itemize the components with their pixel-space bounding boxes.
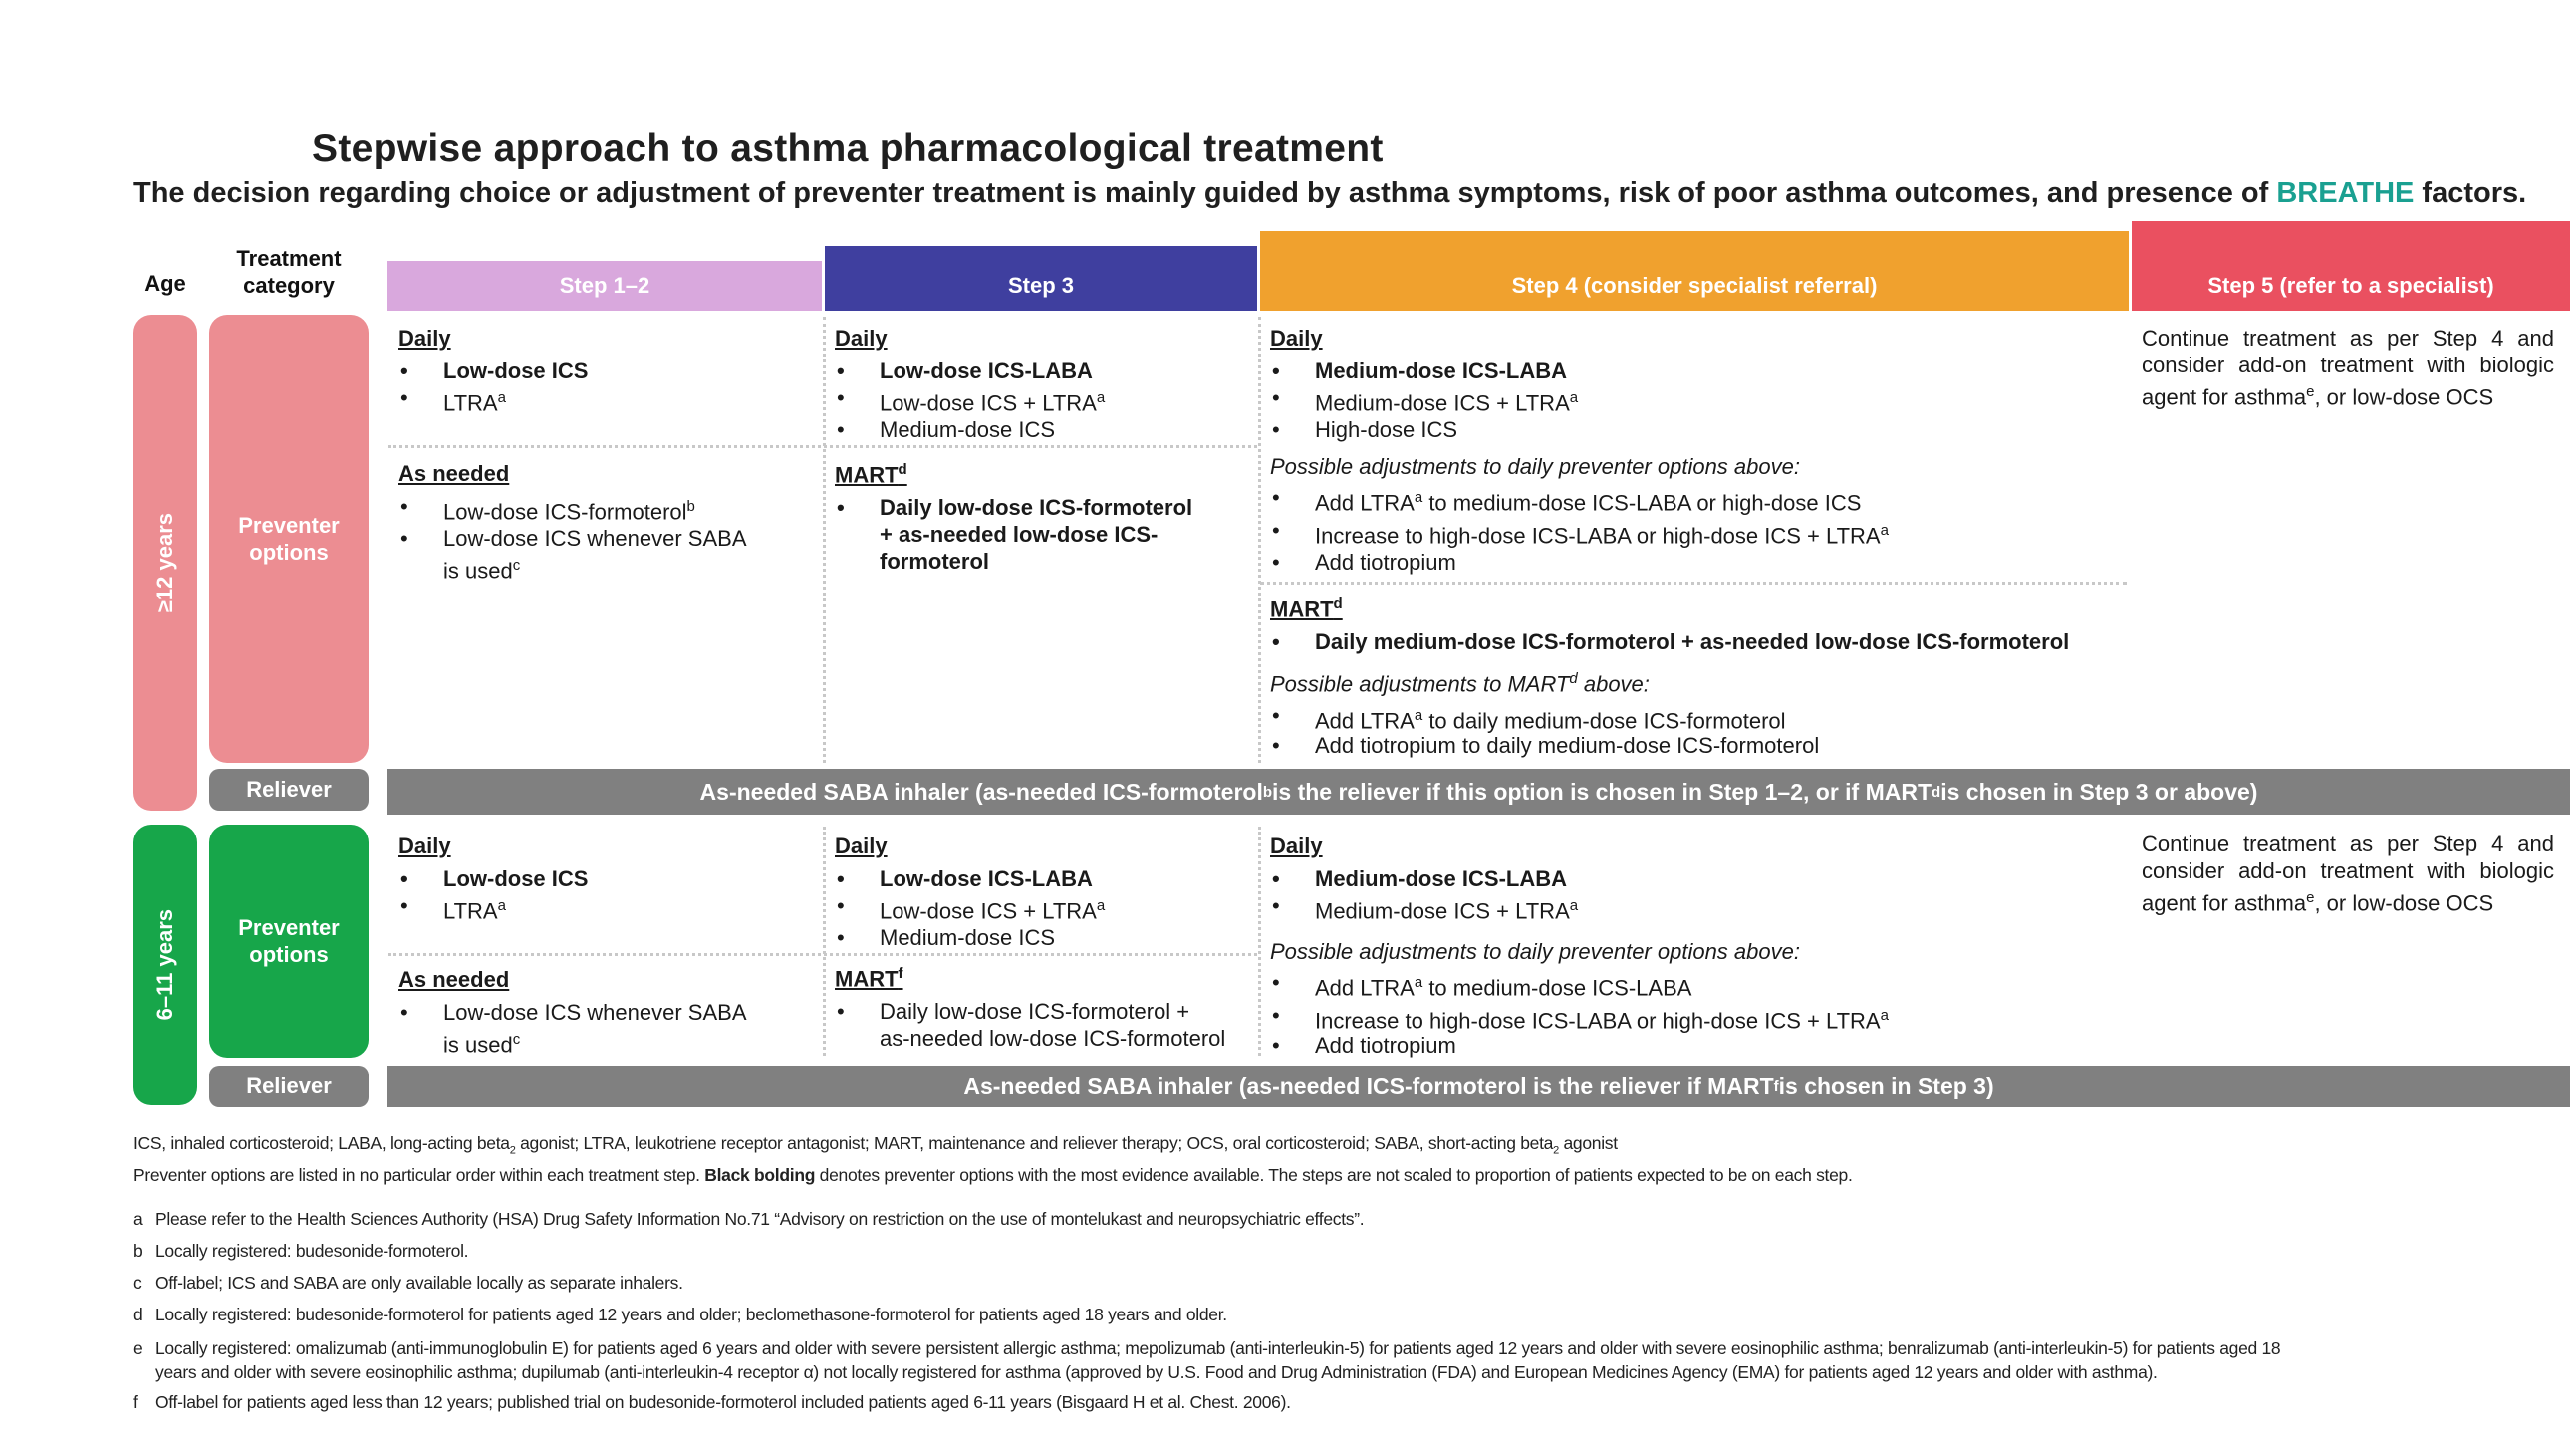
footnote-b: b Locally registered: budesonide-formoterol. (133, 1241, 469, 1261)
page-subtitle (133, 177, 2526, 210)
list-item: • Medium-dose ICS + $LTRA^a$ (1270, 892, 2127, 924)
breathe-highlight: BREATHE (2276, 177, 2415, 209)
page-title: Stepwise approach to asthma pharmacological treatment (312, 127, 1384, 170)
list-item: • LTRA$^a$ (398, 892, 817, 924)
divider (388, 953, 1257, 956)
daily-heading: Daily (835, 326, 888, 351)
footnote-a: a Please refer to the Health Sciences Authority (HSA) Drug Safety Information No.71 “Advisory on restriction on the use of montelukast and neuropsychiatric effects”. (133, 1209, 1365, 1229)
list-item: • Medium-dose ICS (835, 924, 1253, 951)
mart-heading: MART$^d$ (835, 461, 907, 488)
child-step3-daily (835, 833, 1253, 951)
preventer-label-line2: options (249, 942, 329, 967)
list-item: • Low-dose ICS-LABA (835, 358, 1253, 384)
list-item: • Daily medium-dose ICS-formoterol + as-needed low-dose ICS-formoterol (1270, 628, 2127, 655)
age-label-adult: ≥12 years (152, 512, 177, 613)
child-step5-text: Continue treatment as per Step 4 and consider add-on treatment with biologic agent for asthma$^e$, or low-dose OCS (2142, 832, 2554, 916)
adjustments-heading: Possible adjustments to daily preventer options above: (1270, 939, 1800, 965)
list-item: • Low-dose ICS + $LTRA^a$ (835, 892, 1253, 924)
daily-heading: Daily (1270, 326, 1323, 351)
age-band-child (133, 825, 197, 1105)
footnote-c: c Off-label; ICS and SABA are only available locally as separate inhalers. (133, 1273, 683, 1293)
preventer-label-line2: options (249, 540, 329, 565)
treatment-header-line2: category (243, 273, 335, 298)
mart-heading: MART$^f$ (835, 965, 903, 992)
age-band-adult (133, 315, 197, 811)
daily-heading: Daily (835, 834, 888, 858)
adjustments-heading: Possible adjustments to daily preventer options above: (1270, 454, 1800, 480)
list-item: • LTRA$^a$ (398, 384, 817, 416)
as-needed-heading: As needed (398, 461, 510, 486)
daily-heading: Daily (398, 326, 451, 351)
reliever-label-child: Reliever (209, 1066, 369, 1107)
footnote-f: f Off-label for patients aged less than 12 years; published trial on budesonide-formoterol included patients aged 6-11 years (Bisgaard H et al. Chest. 2006). (133, 1392, 1291, 1412)
list-item: • Low-dose ICS-LABA (835, 865, 1253, 892)
as-needed-heading: As needed (398, 967, 510, 992)
list-item: • Increase to high-dose ICS-LABA or high-dose ICS + $LTRA^a$ (1270, 1002, 2127, 1034)
age-label-child: 6–11 years (152, 909, 177, 1021)
list-item: • Daily low-dose ICS-formoterol + as-needed low-dose ICS- formoterol (835, 494, 1253, 575)
reliever-label-adult: Reliever (209, 769, 369, 811)
child-step12-daily (398, 833, 817, 924)
child-step4-daily (1270, 833, 2127, 1057)
abbreviations-footnote: ICS, inhaled corticosteroid; LABA, long-acting beta$_2$ agonist; LTRA, leukotriene receptor antagonist; MART, maintenance and reliever therapy; OCS, oral corticosteroid; SABA, short-acting beta$_2$ agonist (133, 1133, 1618, 1157)
list-item: • Add LTRA$^a$ to medium-dose ICS-LABA (1270, 969, 2127, 1001)
adult-step4-mart (1270, 591, 2127, 758)
treatment-category-header (209, 245, 369, 299)
adult-step12-asneeded (398, 460, 817, 585)
step-4-header: Step 4 (consider specialist referral) (1260, 231, 2129, 311)
child-step3-mart (835, 960, 1253, 1052)
list-item: • High-dose ICS (1270, 416, 2127, 443)
list-item: • Low-dose ICS whenever SABA is used$^c$ (398, 525, 817, 584)
divider (388, 445, 1257, 448)
list-item: • Daily low-dose ICS-formoterol + as-needed low-dose ICS-formoterol (835, 998, 1253, 1052)
divider (823, 317, 826, 763)
age-column-header: Age (144, 271, 186, 296)
list-item: • Add LTRA$^a$ to daily medium-dose ICS-formoterol (1270, 702, 2127, 734)
list-item: • Low-dose ICS (398, 358, 817, 384)
divider (1258, 827, 1261, 1056)
divider (1260, 582, 2127, 585)
child-step12-asneeded (398, 966, 817, 1058)
adult-step4-daily (1270, 325, 2127, 576)
footnote-d: d Locally registered: budesonide-formoterol for patients aged 12 years and older; beclomethasone-formoterol for patients aged 18 years and older. (133, 1305, 1227, 1324)
reliever-bar-adult: As-needed SABA inhaler (as-needed ICS-formoterol b is the reliever if this option is chosen in Step 1–2, or if MART d is chosen in Step 3 or above) (387, 769, 2570, 815)
list-item: • Low-dose ICS + $LTRA^a$ (835, 384, 1253, 416)
daily-heading: Daily (1270, 834, 1323, 858)
treatment-header-line1: Treatment (236, 246, 342, 271)
divider (823, 827, 826, 1056)
order-footnote: Preventer options are listed in no particular order within each treatment step. Black bolding denotes preventer options with the most evidence available. The steps are not scaled to proportion of patients expected to be on each step. (133, 1165, 1853, 1185)
subtitle-text: The decision regarding choice or adjustment of preventer treatment is mainly guided by asthma symptoms, risk of poor asthma outcomes, and presence of (133, 177, 2277, 209)
list-item: • Medium-dose ICS-LABA (1270, 358, 2127, 384)
list-item: • Increase to high-dose ICS-LABA or high-dose ICS + $LTRA^a$ (1270, 517, 2127, 549)
adult-step3-daily (835, 325, 1253, 443)
list-item: • Add tiotropium (1270, 1034, 2127, 1057)
list-item: • Medium-dose ICS-LABA (1270, 865, 2127, 892)
step-3-header: Step 3 (825, 246, 1257, 311)
list-item: • Medium-dose ICS (835, 416, 1253, 443)
subtitle-end: factors. (2414, 177, 2527, 209)
preventer-band-adult (209, 315, 369, 763)
list-item: • Medium-dose ICS + $LTRA^a$ (1270, 384, 2127, 416)
reliever-bar-child: As-needed SABA inhaler (as-needed ICS-formoterol is the reliever if MART f is chosen in Step 3) (387, 1066, 2570, 1107)
list-item: • Low-dose ICS whenever SABA is used$^c$ (398, 999, 817, 1058)
list-item: • Low-dose ICS (398, 865, 817, 892)
preventer-label-line1: Preventer (238, 915, 340, 940)
mart-adjustments-heading: Possible adjustments to MART$^d$ above: (1270, 670, 1650, 697)
step-1-2-header: Step 1–2 (387, 261, 822, 311)
adult-step3-mart (835, 456, 1253, 575)
mart-heading: MART$^d$ (1270, 596, 1343, 622)
list-item: • Add tiotropium to daily medium-dose ICS-formoterol (1270, 734, 2127, 758)
preventer-band-child (209, 825, 369, 1058)
adult-step5-text: Continue treatment as per Step 4 and consider add-on treatment with biologic agent for asthma$^e$, or low-dose OCS (2142, 326, 2554, 410)
divider (1258, 317, 1261, 763)
step-5-header: Step 5 (refer to a specialist) (2132, 221, 2570, 311)
adult-step12-daily (398, 325, 817, 416)
preventer-label-line1: Preventer (238, 513, 340, 538)
footnote-e: e Locally registered: omalizumab (anti-immunoglobulin E) for patients aged 6 years and older with severe persistent allergic asthma; mepolizumab (anti-interleukin-5) for patients aged 12 years and older with severe eosinophilic asthma; benralizumab (anti-interleukin-5) for patients aged 18 years and older with severe eosinophilic asthma; dupilumab (anti-interleukin-4 receptor α) not locally registered for asthma (approved by U.S. Food and Drug Administration (FDA) and European Medicines Agency (EMA) for patients aged 12 years and older with asthma). (133, 1338, 2281, 1382)
list-item: • Low-dose ICS-formoterol$^b$ (398, 493, 817, 525)
list-item: • Add LTRA$^a$ to medium-dose ICS-LABA or high-dose ICS (1270, 484, 2127, 516)
daily-heading: Daily (398, 834, 451, 858)
list-item: • Add tiotropium (1270, 549, 2127, 576)
